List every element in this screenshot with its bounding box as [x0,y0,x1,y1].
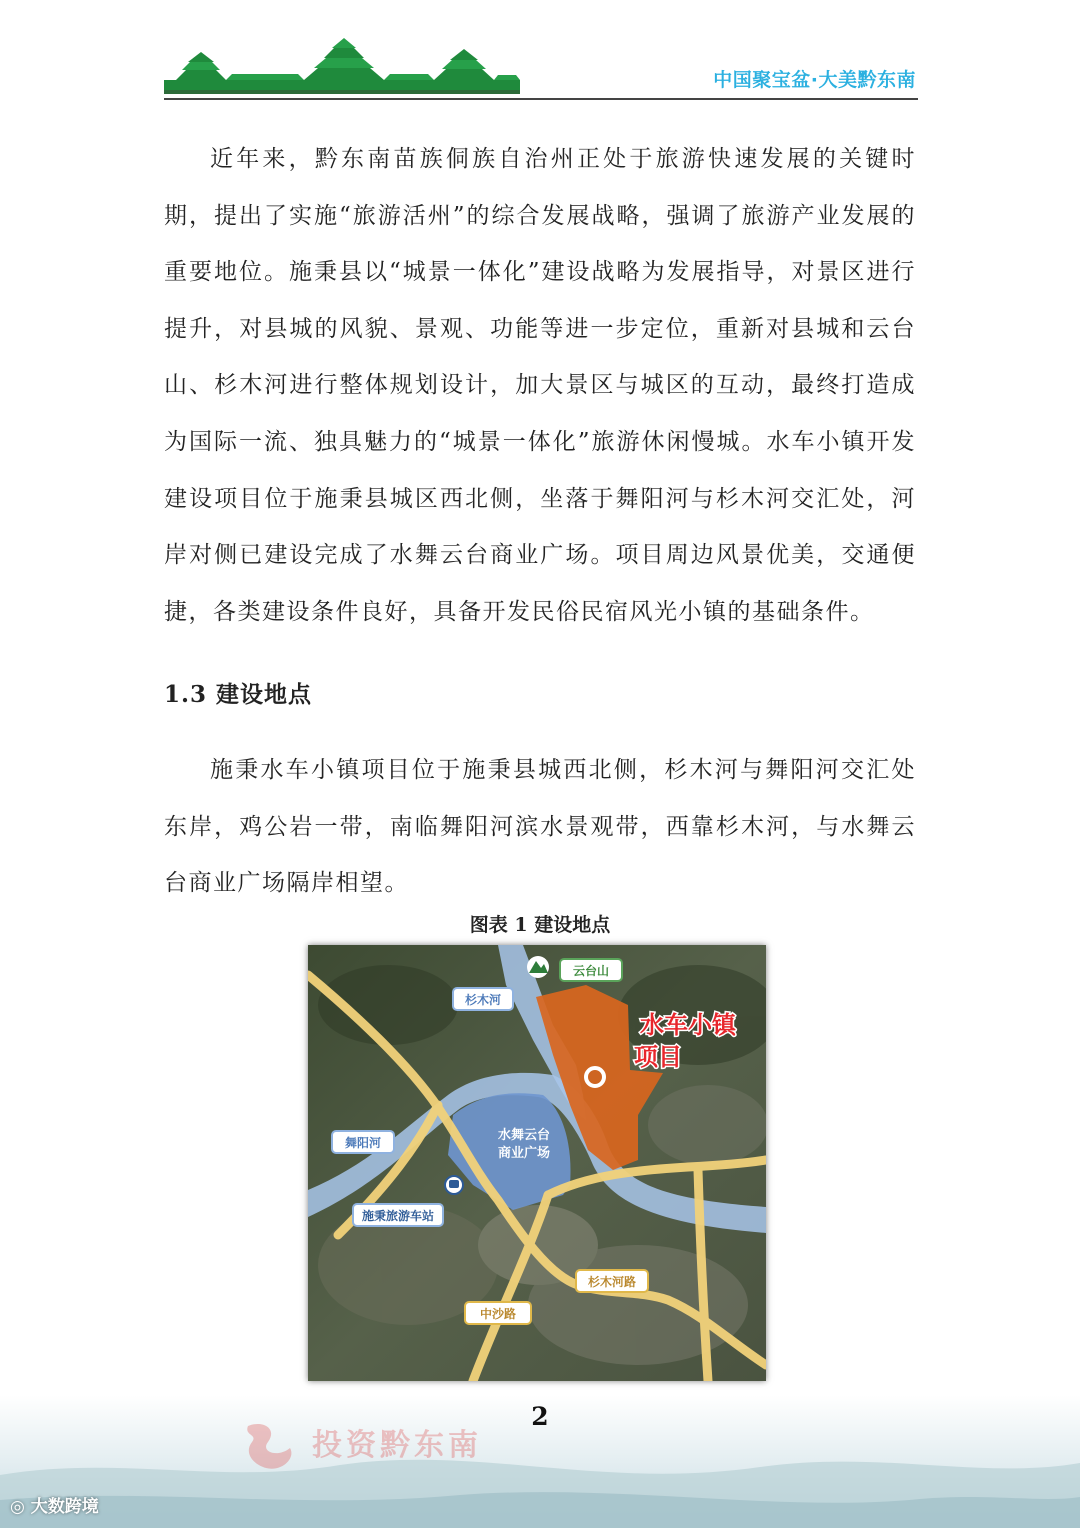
label-bus-station: 施秉旅游车站 [361,1209,435,1223]
label-project-line1: 水车小镇 [640,1011,736,1039]
corner-watermark-text: 大数跨境 [30,1497,99,1517]
label-plaza-line1: 水舞云台 [497,1128,551,1143]
section-heading: 1.3 建设地点 [164,681,313,708]
corner-watermark [10,1492,99,1517]
label-zhongsha-road: 中沙路 [479,1307,517,1321]
label-wuyang-river: 舞阳河 [344,1136,382,1150]
location-map [308,945,766,1381]
label-shanmuhe-road: 杉木河路 [587,1275,637,1289]
mountain-icon [527,956,549,978]
intro-paragraph: 近年来，黔东南苗族侗族自治州正处于旅游快速发展的关键时期，提出了实施“旅游活州”的综合发展战略，强调了旅游产业发展的重要地位。施秉县以“城景一体化”建设战略为发展指导，对景区进行提升，对县城的风貌、景观、功能等进一步定位，重新对县城和云台山、杉木河进行整体规划设计，加大景区与城区的互动，最终打造成为国际一流、独具魅力的“城景一体化”旅游休闲慢城。水车小镇开发建设项目位于施秉县城区西北侧，坐落于舞阳河与杉木河交汇处，河岸对侧已建设完成了水舞云台商业广场。项目周边风景优美，交通便捷，各类建设条件良好，具备开发民俗民宿风光小镇的基础条件。 [164,146,916,625]
watermark-text: 投资黔东南 [312,1428,482,1463]
page-number: 2 [531,1402,549,1431]
location-paragraph: 施秉水车小镇项目位于施秉县城西北侧，杉木河与舞阳河交汇处东岸，鸡公岩一带，南临舞阳河滨水景观带，西靠杉木河，与水舞云台商业广场隔岸相望。 [164,757,916,897]
page-header [164,36,918,100]
header-divider [164,98,918,100]
investment-logo-icon [238,1418,302,1476]
label-yuntai-mountain: 云台山 [572,964,610,978]
label-plaza-line2: 商业广场 [497,1146,551,1161]
header-slogan: 中国聚宝盆·大美黔东南 [713,69,916,91]
corner-logo-icon: ◎ [10,1497,31,1517]
label-shanmu-river: 杉木河 [464,993,502,1007]
figure-caption: 图表 1 建设地点 [469,914,611,936]
bus-icon [445,1176,463,1194]
label-project-line2: 项目 [634,1043,682,1071]
wind-rain-bridge-logo [164,36,520,98]
